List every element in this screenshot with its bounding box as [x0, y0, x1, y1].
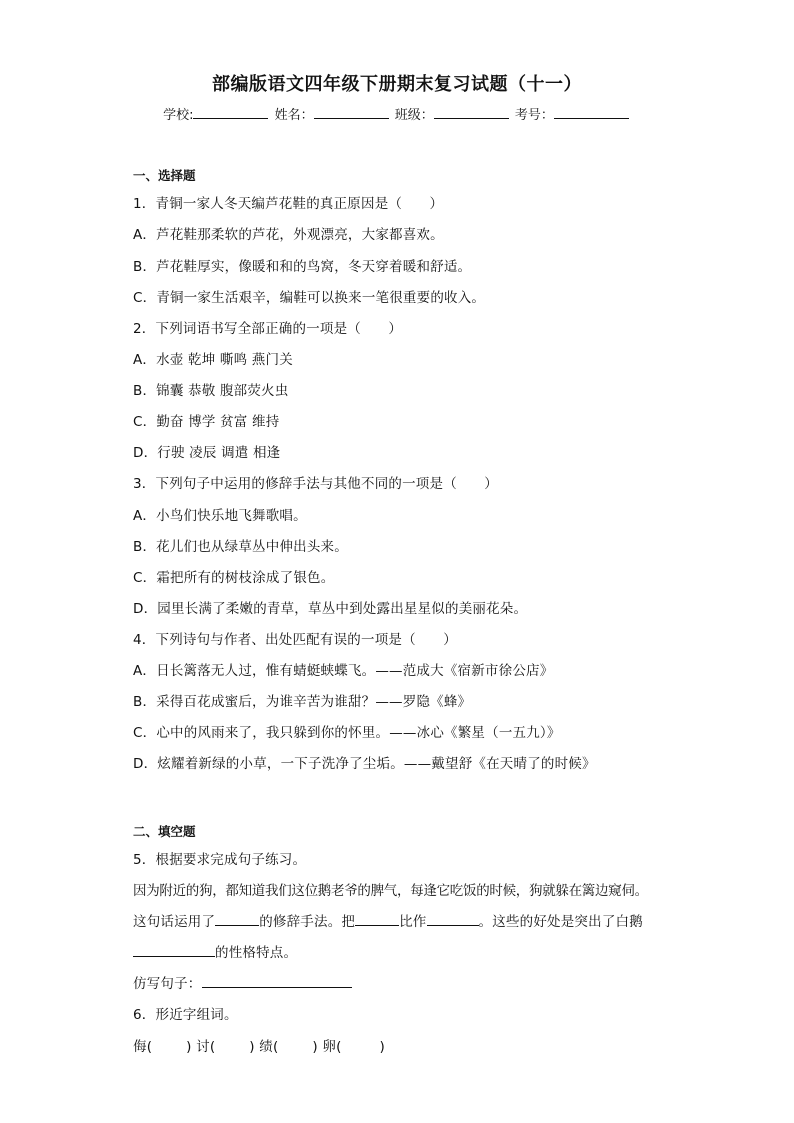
question-5-trait-line	[133, 941, 297, 961]
question-1-option-a: A．芦花鞋那柔软的芦花，外观漂亮，大家都喜欢。	[133, 227, 444, 243]
compare-from-blank[interactable]	[355, 913, 399, 926]
fill-text-5: 的性格特点。	[215, 945, 298, 961]
imitate-blank[interactable]	[202, 975, 352, 988]
compare-to-blank[interactable]	[427, 913, 479, 926]
class-label: 班级：	[394, 108, 434, 123]
question-3-stem: 3．下列句子中运用的修辞手法与其他不同的一项是（ ）	[133, 476, 498, 492]
question-4-option-c: C．心中的风雨来了，我只躲到你的怀里。——冰心《繁星（一五九）》	[133, 725, 561, 741]
question-4-stem: 4．下列诗句与作者、出处匹配有误的一项是（ ）	[133, 632, 457, 648]
question-1-option-c: C．青铜一家生活艰辛，编鞋可以换来一笔很重要的收入。	[133, 290, 486, 306]
word-3: ) 绩(	[249, 1039, 279, 1055]
class-field[interactable]	[434, 106, 509, 119]
question-1-stem: 1．青铜一家人冬天编芦花鞋的真正原因是（ ）	[133, 196, 444, 212]
name-field[interactable]	[314, 106, 389, 119]
question-3-option-c: C．霜把所有的树枝涂成了银色。	[133, 570, 335, 586]
section-heading-choice: 一、选择题	[133, 168, 196, 183]
school-field[interactable]	[193, 106, 268, 119]
section-heading-fill: 二、填空题	[133, 824, 196, 839]
question-2-option-c: C．勤奋 博学 贫富 维持	[133, 414, 280, 430]
question-2-option-a: A．水壶 乾坤 嘶鸣 燕门关	[133, 352, 293, 368]
question-2-option-d: D．行驶 凌辰 调遣 相逢	[133, 445, 281, 461]
imitate-label: 仿写句子：	[133, 976, 202, 992]
question-6-stem: 6．形近字组词。	[133, 1007, 238, 1023]
fill-text-3: 比作	[399, 914, 427, 930]
trait-blank[interactable]	[133, 944, 215, 957]
question-4-option-b: B．采得百花成蜜后，为谁辛苦为谁甜？——罗隐《蜂》	[133, 694, 472, 710]
word-5: )	[379, 1039, 386, 1055]
question-1-option-b: B．芦花鞋厚实，像暖和和的鸟窝，冬天穿着暖和舒适。	[133, 259, 472, 275]
fill-text-2: 的修辞手法。把	[259, 914, 356, 930]
school-label: 学校:	[163, 108, 194, 123]
question-5-sentence: 因为附近的狗，都知道我们这位鹅老爷的脾气，每逢它吃饭的时候，狗就躲在篱边窥伺。	[133, 883, 648, 899]
student-info-row	[0, 104, 794, 123]
question-6-words	[133, 1035, 385, 1055]
question-3-option-a: A．小鸟们快乐地飞舞歌唱。	[133, 508, 307, 524]
fill-text-1: 这句话运用了	[133, 914, 216, 930]
question-5-stem: 5．根据要求完成句子练习。	[133, 852, 307, 868]
word-4: ) 卵(	[312, 1039, 342, 1055]
question-2-option-b: B．锦囊 恭敬 腹部荧火虫	[133, 383, 289, 399]
question-2-stem: 2．下列词语书写全部正确的一项是（ ）	[133, 321, 403, 337]
fill-text-4: 。这些的好处是突出了白鹅	[478, 914, 643, 930]
rhetoric-blank[interactable]	[215, 913, 259, 926]
word-1: 侮(	[133, 1039, 153, 1055]
question-5-fill-line	[133, 910, 643, 930]
name-label: 姓名：	[274, 108, 314, 123]
question-4-option-d: D．炫耀着新绿的小草，一下子洗净了尘垢。——戴望舒《在天晴了的时候》	[133, 756, 596, 772]
question-3-option-d: D．园里长满了柔嫩的青草，草丛中到处露出星星似的美丽花朵。	[133, 601, 528, 617]
page-title: 部编版语文四年级下册期末复习试题（十一）	[212, 74, 582, 95]
exam-no-field[interactable]	[554, 106, 629, 119]
word-2: ) 讨(	[186, 1039, 216, 1055]
exam-no-label: 考号：	[514, 108, 554, 123]
question-3-option-b: B．花儿们也从绿草丛中伸出头来。	[133, 539, 348, 555]
question-4-option-a: A．日长篱落无人过，惟有蜻蜓蛱蝶飞。——范成大《宿新市徐公店》	[133, 663, 554, 679]
question-5-imitate-line	[133, 972, 352, 992]
